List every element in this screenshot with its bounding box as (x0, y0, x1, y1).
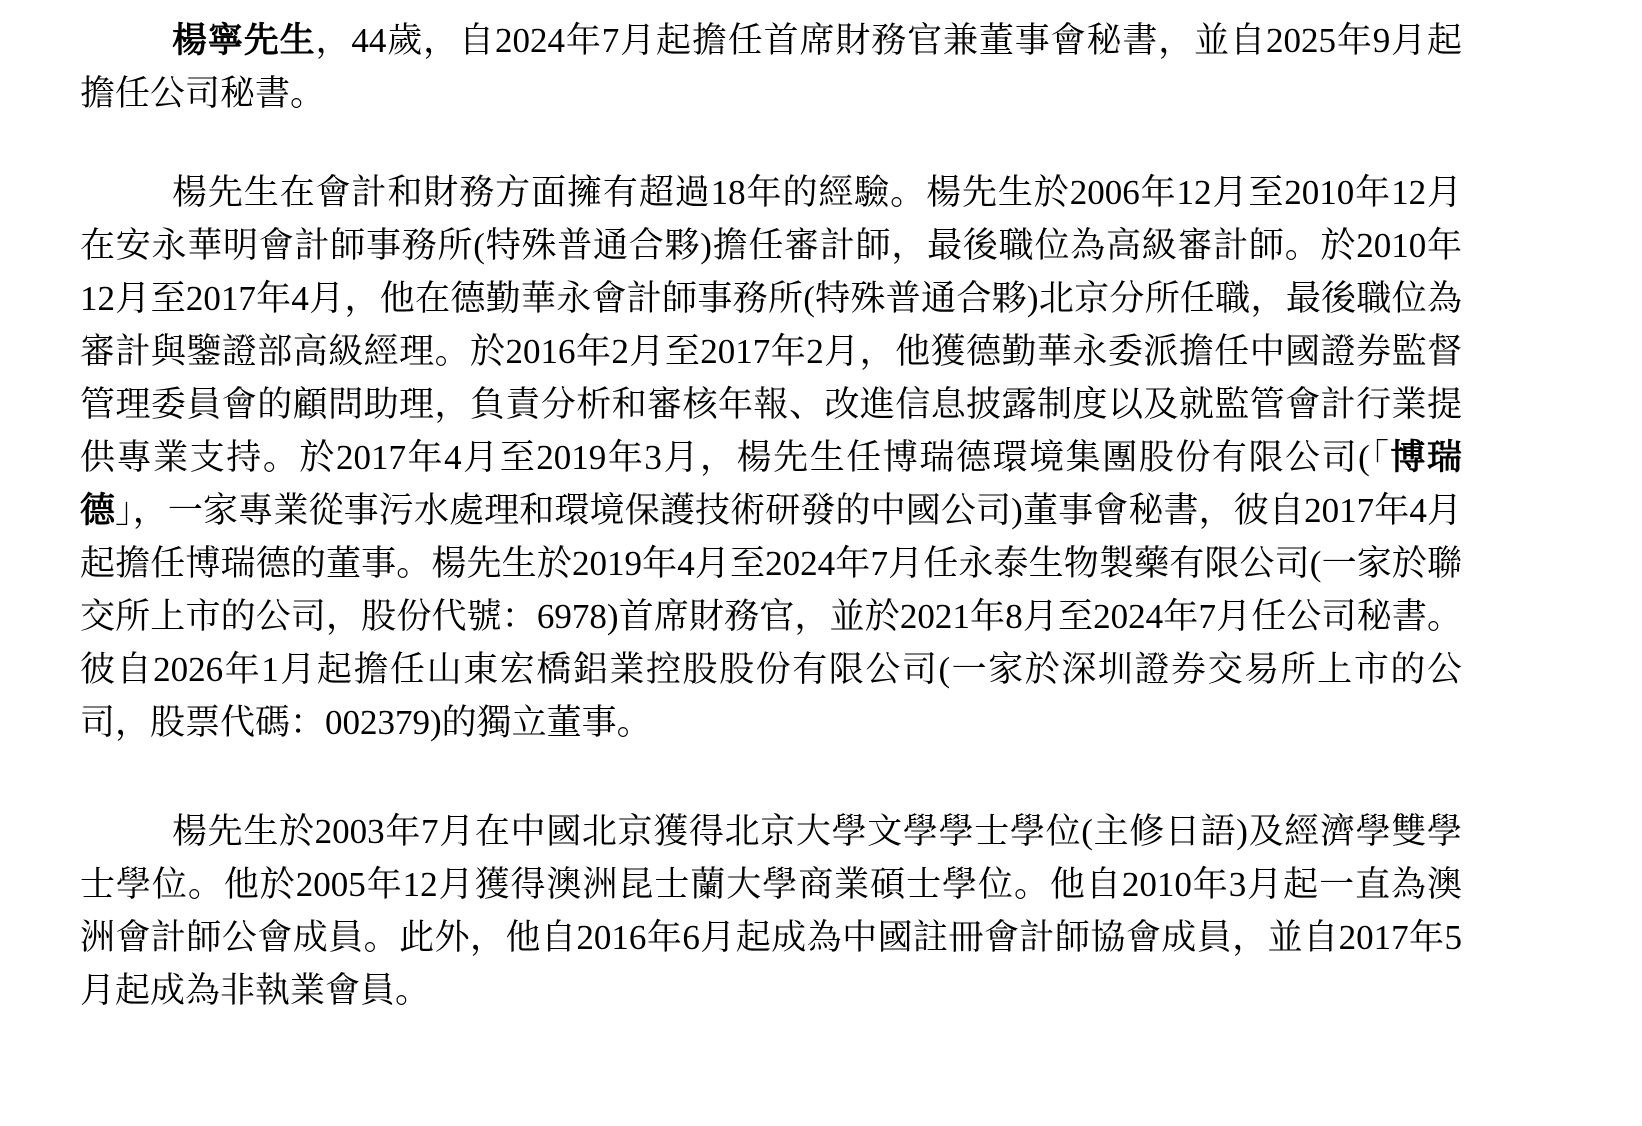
career-text-part-1: 楊先生在會計和財務方面擁有超過18年的經驗。楊先生於2006年12月至2010年12月在安永華明會計師事務所(特殊普通合夥)擔任審計師，最後職位為高級審計師。於2010年12月至2017年4月，他在德勤華永會計師事務所(特殊普通合夥)北京分所任職，最後職位為審計與鑒證部高級經理。於2016年2月至2017年2月，他獲德勤華永委派擔任中國證券監督管理委員會的顧問助理，負責分析和審核年報、改進信息披露制度以及就監管會計行業提供專業支持。於2017年4月至2019年3月，楊先生任博瑞德環境集團股份有限公司(「 (80, 173, 1462, 477)
company-short-name: 博瑞德 (80, 438, 1462, 530)
bio-paragraph-intro (80, 14, 1462, 120)
bio-paragraph-career (80, 166, 1462, 749)
person-name: 楊寧先生 (172, 21, 316, 60)
education-text: 楊先生於2003年7月在中國北京獲得北京大學文學學士學位(主修日語)及經濟學雙學士學位。他於2005年12月獲得澳洲昆士蘭大學商業碩士學位。他自2010年3月起一直為澳洲會計師公會成員。此外，他自2016年6月起成為中國註冊會計師協會成員，並自2017年5月起成為非執業會員。 (80, 812, 1462, 1010)
career-text-part-2: 」，一家專業從事污水處理和環境保護技術研發的中國公司)董事會秘書，彼自2017年4月起擔任博瑞德的董事。楊先生於2019年4月至2024年7月任永泰生物製藥有限公司(一家於聯交所上市的公司，股份代號：6978)首席財務官，並於2021年8月至2024年7月任公司秘書。彼自2026年1月起擔任山東宏橋鋁業控股股份有限公司(一家於深圳證券交易所上市的公司，股票代碼：002379)的獨立董事。 (80, 491, 1462, 742)
bio-paragraph-education (80, 805, 1462, 1017)
bio-intro-text: ，44歲，自2024年7月起擔任首席財務官兼董事會秘書，並自2025年9月起擔任公司秘書。 (80, 21, 1462, 113)
